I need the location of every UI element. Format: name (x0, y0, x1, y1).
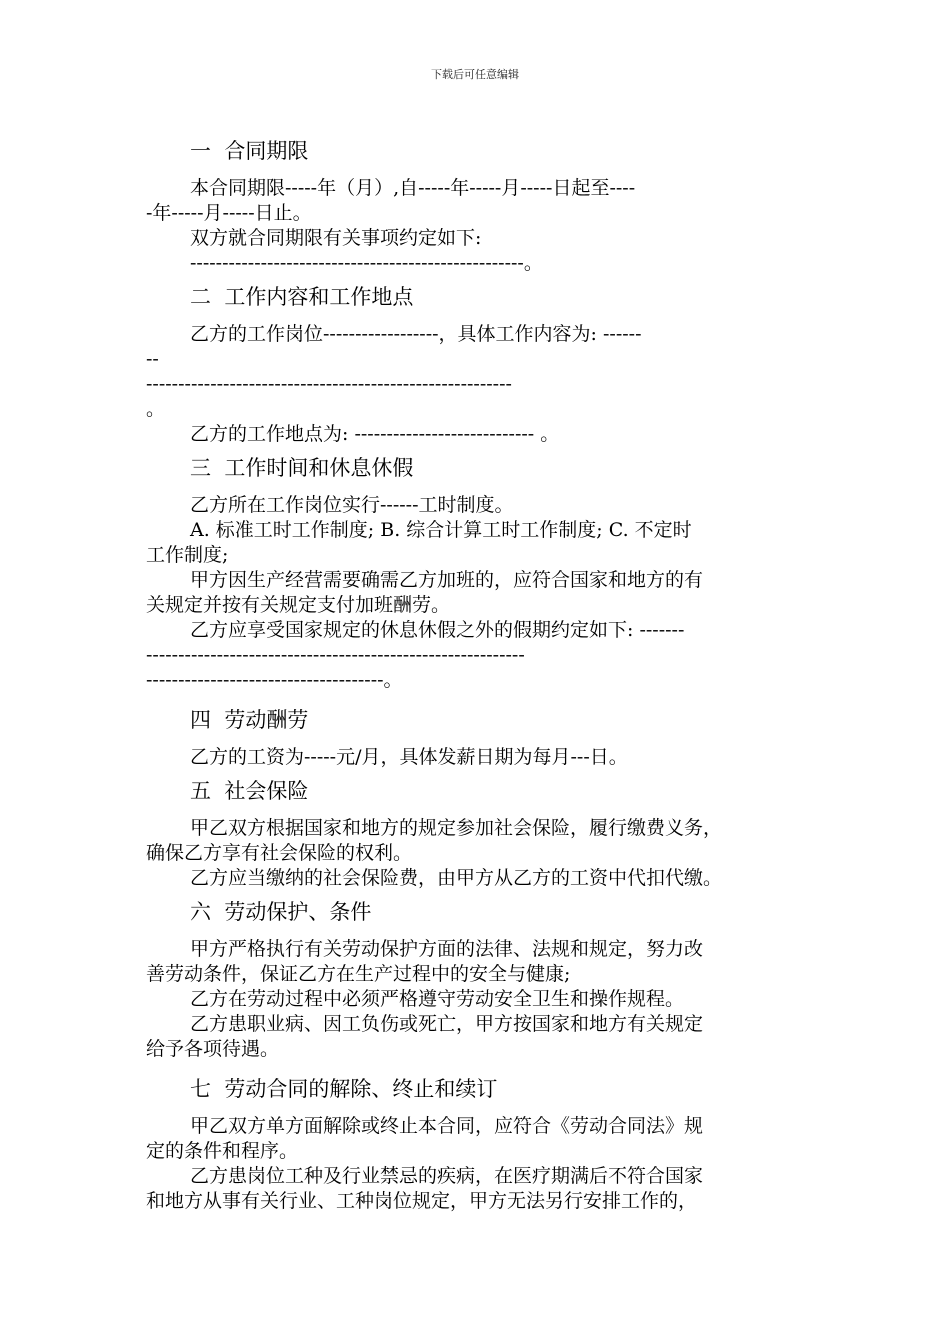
paragraph-line: 确保乙方享有社会保险的权利。 (146, 842, 413, 864)
paragraph-line: 工作制度; (146, 544, 229, 566)
paragraph-line: 乙方的工作地点为: ---------------------------- 。 (190, 423, 560, 445)
paragraph-line: ----------------------------------------------------。 (190, 252, 543, 274)
paragraph-line: -年-----月-----日止。 (146, 202, 312, 224)
paragraph-line: 双方就合同期限有关事项约定如下: (190, 227, 482, 249)
paragraph-line: 乙方应享受国家规定的休息休假之外的假期约定如下: ------- (190, 619, 685, 641)
paragraph-line: 甲方因生产经营需要确需乙方加班的，应符合国家和地方的有 (190, 569, 704, 591)
paragraph-line: 甲乙双方单方面解除或终止本合同，应符合《劳动合同法》规 (190, 1115, 704, 1137)
section-heading-social-insurance: 五 社会保险 (190, 779, 309, 803)
paragraph-line: 乙方的工作岗位------------------，具体工作内容为: ------ (190, 323, 642, 345)
paragraph-line: 关规定并按有关规定支付加班酬劳。 (146, 594, 451, 616)
paragraph-line: 甲方严格执行有关劳动保护方面的法律、法规和规定，努力改 (190, 938, 704, 960)
paragraph-line: --------------------------------------------------------- (146, 373, 512, 395)
section-heading-remuneration: 四 劳动酬劳 (190, 708, 309, 732)
paragraph-line: -------------------------------------。 (146, 669, 403, 691)
section-heading-work-time: 三 工作时间和休息休假 (190, 456, 414, 480)
contract-body (146, 136, 806, 1214)
paragraph-line: 给予各项待遇。 (146, 1038, 280, 1060)
paragraph-line: 本合同期限-----年（月）,自-----年-----月-----日起至---- (190, 177, 636, 199)
paragraph-line: 乙方的工资为-----元/月，具体发薪日期为每月---日。 (190, 746, 628, 768)
paragraph-line: 乙方患职业病、因工负伤或死亡，甲方按国家和地方有关规定 (190, 1013, 704, 1035)
paragraph-line: 甲乙双方根据国家和地方的规定参加社会保险，履行缴费义务， (190, 817, 723, 839)
paragraph-line: 和地方从事有关行业、工种岗位规定，甲方无法另行安排工作的， (146, 1190, 698, 1212)
paragraph-line: 善劳动条件，保证乙方在生产过程中的安全与健康; (146, 963, 571, 985)
paragraph-line: 乙方在劳动过程中必须严格遵守劳动安全卫生和操作规程。 (190, 988, 685, 1010)
paragraph-line: 定的条件和程序。 (146, 1140, 299, 1162)
section-heading-termination: 七 劳动合同的解除、终止和续订 (190, 1077, 498, 1101)
section-heading-work-content: 二 工作内容和工作地点 (190, 285, 414, 309)
section-heading-term: 一 合同期限 (190, 139, 309, 163)
paragraph-line: 乙方患岗位工种及行业禁忌的疾病，在医疗期满后不符合国家 (190, 1165, 704, 1187)
paragraph-line: -- (146, 348, 159, 370)
page-header: 下载后可任意编辑 (431, 68, 519, 81)
paragraph-line: 。 (146, 398, 166, 420)
paragraph-line: 乙方所在工作岗位实行------工时制度。 (190, 494, 514, 516)
paragraph-line: A. 标准工时工作制度; B. 综合计算工时工作制度; C. 不定时 (190, 519, 692, 541)
paragraph-line: 乙方应当缴纳的社会保险费，由甲方从乙方的工资中代扣代缴。 (190, 867, 723, 889)
paragraph-line: ----------------------------------------------------------- (146, 644, 525, 666)
section-heading-labor-protection: 六 劳动保护、条件 (190, 900, 372, 924)
